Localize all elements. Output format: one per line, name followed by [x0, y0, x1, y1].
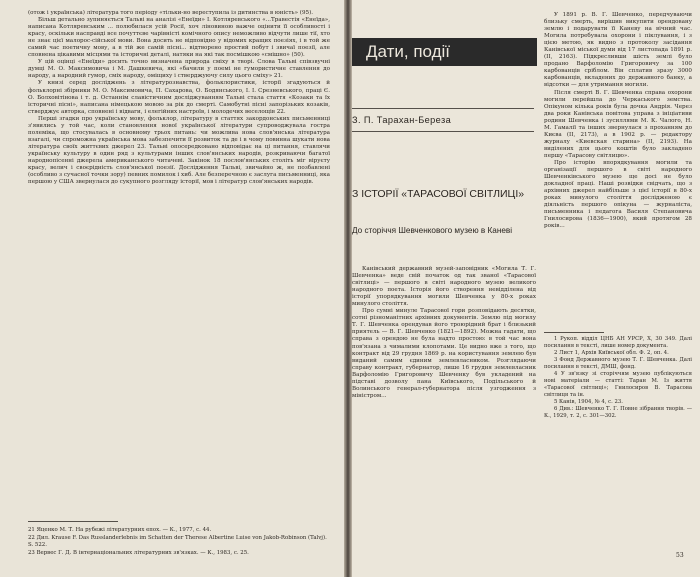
left-footnotes [28, 527, 330, 557]
paragraph: У книзі серед досліджень з літературознавства, фольклористики, історії згадуються й фольклорні збірники М. О. Максимовича, П. Сахарова, О. Бодянського, І. І. Срезневського, праці Є. О. Болховітінова і т. д. Останнім славістичним досліджуванням Тальві стала стаття «Козаки та їх історичні пісні», написана німецькою мовою за рік до смерті. Самобутні пісні запорізьких козаків, стверджує авторка, сповнені і відваги, і елегійних настроїв, і молодечих веселощів 22. [28, 80, 330, 115]
footnote: 23 Вервес Г. Д. В інтернаціональних літературних зв'язках. — К., 1983, с. 25. [28, 549, 249, 556]
page-number: 53 [676, 552, 684, 559]
footnote-divider [544, 332, 604, 333]
article-author: З. П. Тарахан-Береза [352, 115, 452, 125]
author-bottom-rule [352, 131, 534, 132]
footnote-divider [28, 521, 118, 522]
footnote: 6 Див.: Шевченко Т. Г. Повне зібрання творів. — К., 1929, т. 2, с. 301—302. [544, 406, 692, 419]
right-column-2 [544, 12, 692, 330]
footnote: 3 Фонд Державного музею Т. Г. Шевченка. Далі посилання в тексті, ДМШ, фонд. [544, 357, 692, 370]
paragraph: Про історію впорядкування могили та організації першого в світі народного Шевченківського музею ще досі не було докладної праці. Наші розвідки свідчать, що з архівних джерел найбільше з цієї історії в 80-х роках минулого століття дослідженою є діяльність першого опікуна — журналіста, письменника і педагога Василя Степановича Гнилосирова (1836—1900), який протягом 28 років... [544, 159, 692, 230]
paragraph: Після смерті В. Г. Шевченка справа охорони могили перейшла до Черкаського земства. Опікуном кілька років була дочка Андрія. Через два роки Канівська повітова управа з ініціативи родини Шевченка і зусиллями М. К. Чалого, Н. М. Гамалії та інших звернулася з проханням до Києва (II, 2173), а в 1902 р. — редактору журналу «Киевская старина» (II, 2193). На виділених для цього коштів було закладено першу «Тарасову світлицю». [544, 89, 692, 159]
left-body-text [28, 10, 330, 520]
footnote: 2 Лист 1, Архів Київської обл. Ф. 2, оп. 4. [554, 350, 669, 356]
paragraph: Про сумні минуле Тарасової гори розповідають десятки, сотні різноманітних архівних документів. Землю під могилу Т. Г. Шевченка орендував його троюрідний брат і близький приятель — В. Г. Шевченко (1821—1892). Можна гадати, що справа з орендою не була надто простою: в той час вона пов'язана з чималими клопотами. Це видно вже з того, що контракт від 29 грудня 1869 р. на користування землею був виданий самим єдиним землевласником. Розглядаючи справу контракт, губернатор, лише 16 грудня землевласник Варфоломію Григоровичу Шевченку був укладений на підставі дозволу пана Київського, Подільського й Волинського генерал-губернатора після узгодження з міністром... [352, 308, 536, 399]
footnote: 5 Канів, 1904, № 4, с. 23. [554, 399, 623, 405]
footnote: 22 Дил. Krause F. Das Russlanderlebnis im Schatten der Therese Albertine Luise von Jakob-Robinson (Talvj). S. 522. [28, 534, 327, 549]
section-title: Дати, події [352, 38, 537, 66]
footnote: 1 Рукоп. відділ ЦНБ АН УРСР, Х, 30 349. Далі посилання в тексті, лише номер документа. [544, 336, 692, 349]
footnote: 21 Яценко М. Т. На рубежі літературних епох. — К., 1977, с. 44. [28, 527, 212, 533]
left-page [0, 0, 344, 577]
article-title: З ІСТОРІЇ «ТАРАСОВОЇ СВІТЛИЦІ» [352, 188, 525, 200]
book-spine [344, 0, 352, 577]
paragraph: У цій оцінці «Енеїди» досить точно визначена природа сміху в творі. Слова Тальві співзвучні думці М. О. Максимовича і М. Дашкевича, які «бачили у поемі не гумористичне ставлення до народу, а народний гумор, сміх народу, оміщиху і стверджуючу силу цього сміху» 21. [28, 59, 330, 80]
paragraph: У 1891 р. В. Г. Шевченко, передчуваючи близьку смерть, вирішив викупити орендовану землю і подарувати її Каневу на вічний час. Могила потребувала охорони і піклування, і з цією метою, як видно з протоколу засідання Канівської міської думи від 17 листопада 1891 р. (II, 2163). Підкресливши шість землі було продано Варфоломію Григоровичу за 100 карбованців сріблом. Він сплатив зразу 3000 карбованців, вкладених до державного банку, а відсотки — для утримання могили. [544, 12, 692, 89]
article-subtitle: До сторіччя Шевченкового музею в Каневі [352, 226, 513, 235]
footnote: 4 У зв'язку зі сторіччям музею публікуються нові матеріали — статті: Таран М. Із життя «Тарасової світлиці»; Гнилосиров В. Тарасова світлиця та ін. [544, 371, 692, 398]
right-page [352, 0, 700, 577]
paragraph: Канівський державний музей-заповідник «Могила Т. Г. Шевченка» веде свій початок од так званої «Тарасової світлиці» — першого в світі народного музею великого народного поета. Історія його створення невідділена від історії упорядкування могили Шевченка у 80-х роках минулого століття. [352, 266, 536, 308]
right-column-1 [352, 266, 536, 576]
author-top-rule [352, 108, 534, 109]
paragraph: Більш детально зупиняється Тальві на аналізі «Енеїди» І. Котляревського «...Травестія «Енеїда», написана Котляревським ... полюбилася усій Росії, хоч ліновиною важче оцінити її особливості і красу, оскільки насправді все почуттєве чарівністі комічного опису неможливо відчути лише тії, хто не знає цієї малорос-сійської мови. Вона досить не відповідно у відомих кращих поезіях, і в той же самий час поетичну мову, а в тій же самій пісні... відтворено простий побут і звичаї поезії, але сповнена цікавими місцями та історичні деталі, натяки на які так посмішкою «смішно» (50). [28, 17, 330, 59]
paragraph: (отож і українська) література того періоду «тільки-но вереступила із дитинства в юність» (95). [28, 10, 314, 16]
right-footnotes [544, 336, 692, 572]
paragraph: Перші згадки про українську мову, фольклор, літературу в статтях закордонських письменниці з'явились у той час, коли становлення нової української літератури супроводжувала гостра полеміка, що стосувалась в основному трьох питань: чи можлива нова слов'янська література взагалі, чи спроможна українська мова забезпечити її розвиток та де і в чому повинна шукати нова література своїх життєвих джерел 23. Тальві опосередковано відповідає на ці питання, ставлячи українську культуру в один ряд з культурами інших слов'янських народів, розкриваючи багатої народнопісенні джерела американського читачеві. Закінок 18 послов'янських століть міг віруєту красу, велич і своєрідність слов'янської поезії. Дослідження Тальві, звичайно ж, не позбавлені (особливо з сучасної точки зору) певних помилок і хиб. Але безперечною є заслуга письменниці, яка першою у США звернулася до сукупного розгляду історії, мов і літератур слов'янських народів. [28, 115, 330, 186]
